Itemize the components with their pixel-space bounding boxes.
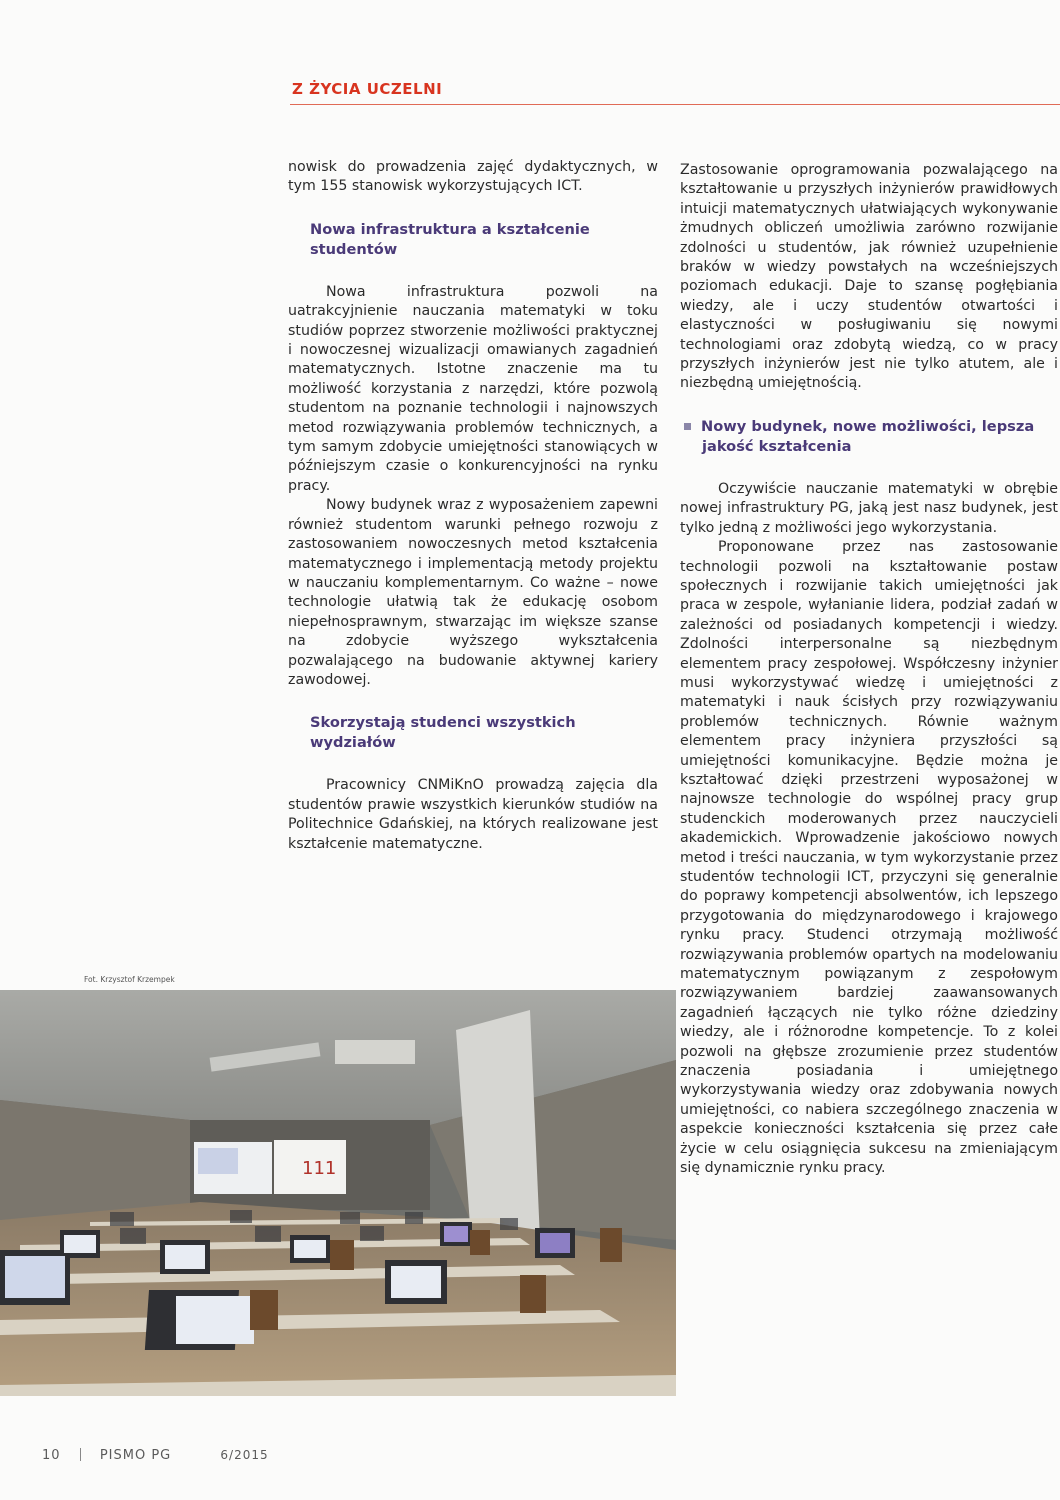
subheading: Skorzystają studenci wszystkich wydziałów <box>310 714 576 752</box>
paragraph: Proponowane przez nas zastosowanie technologii pozwoli na kształtowanie postaw społecznych i rozwijanie takich umiejętności jak praca w zespole, wyłanianie lidera, podział zadań w zależności od posiadanych kompetencji i wiedzy. Zdolności interpersonalne są niezbędnym elementem pracy zespołowej. Współczesny inżynier musi wykorzystywać wiedzę i umiejętności z matematyki i nauk ścisłych przy rozwiązywaniu problemów technicznych. Równie ważnym elementem pracy inżyniera przyszłości są umiejętności komunikacyjne. Będzie można je kształtować dzięki przestrzeni wyposażonej w najnowsze technologie do wspólnej pracy grup studenckich moderowanych przez nauczycieli akademickich. Wprowadzenie jakościowo nowych metod i treści nauczania, w tym wykorzystanie przez studentów technologii ICT, przyczyni się generalnie do poprawy kompetencji absolwentów, ich lepszego przygotowania do międzynarodowego i krajowego rynku pracy. Studenci otrzymają możliwość rozwiązywania problemów opartych na modelowaniu matematycznym powiązanym z zespołowym rozwiązywaniem bardziej zaawansowanych zagadnień łączących nie tylko różne dziedziny wiedzy, ale i różnorodne kompetencje. To z kolei pozwoli na głębsze zrozumienie przez studentów znaczenia posiadania i umiejętnego wykorzystywania wiedzy oraz zdobywania nowych umiejętności, co nabiera szczególnego znaczenia w aspekcie konieczności kształcenia się przez całe życie w celu osiągnięcia sukcesu na zmieniającym się dynamicznie rynku pracy. <box>680 539 1058 1177</box>
right-column <box>680 161 1058 1179</box>
subheading-text: Nowy budynek, nowe możliwości, lepsza jakość kształcenia <box>701 417 1035 455</box>
footer-divider <box>80 1448 81 1461</box>
computer-lab-photo <box>0 990 676 1396</box>
paragraph: Zastosowanie oprogramowania pozwalającego na kształtowanie u przyszłych inżynierów prawidłowych intuicji matematycznych ułatwiających wykonywanie żmudnych obliczeń umożliwia zarówno rozwijanie zdolności u studentów, jak również uzupełnienie braków w wiedzy powstałych na wcześniejszych poziomach edukacji. Daje to szansę pogłębiania wiedzy, ale i uczy studentów otwartości i elastyczności w posługiwaniu się nowymi technologiami oraz zdobytą wiedzą, co w pracy przyszłych inżynierów jest nie tylko atutem, ale i niezbędną umiejętnością. <box>680 162 1058 392</box>
page-footer <box>42 1448 269 1463</box>
subheading: Nowa infrastruktura a kształcenie studentów <box>310 220 590 258</box>
screen-logo: 111 <box>302 1158 337 1179</box>
paragraph: nowisk do prowadzenia zajęć dydaktycznych, w tym 155 stanowisk wykorzystujących ICT. <box>288 159 658 195</box>
issue-number: 6/2015 <box>220 1448 269 1462</box>
section-rule <box>290 104 1060 105</box>
page-number: 10 <box>42 1448 61 1463</box>
paragraph: Pracownicy CNMiKnO prowadzą zajęcia dla studentów prawie wszystkich kierunków studiów na Politechnice Gdańskiej, na których realizowane jest kształcenie matematyczne. <box>288 777 658 852</box>
photo-credit: Fot. Krzysztof Krzempek <box>84 975 175 984</box>
paragraph: Nowa infrastruktura pozwoli na uatrakcyjnienie nauczania matematyki w toku studiów poprzez stworzenie możliwości praktycznej i nowoczesnej wizualizacji omawianych zagadnień matematycznych. Istotne znaczenie ma tu możliwość korzystania z narzędzi, które pozwolą studentom na poznanie technologii i najnowszych metod rozwiązywania problemów technicznych, a tym samym zdobycie umiejętności stanowiących w późniejszym czasie o konkurencyjności na rynku pracy. <box>288 283 658 494</box>
middle-column <box>288 158 658 854</box>
magazine-name: PISMO PG <box>99 1448 172 1463</box>
paragraph: Oczywiście nauczanie matematyki w obrębie nowej infrastruktury PG, jaką jest nasz budynek, jest tylko jedną z możliwości jego wykorzystania. <box>680 480 1058 536</box>
section-title: Z ŻYCIA UCZELNI <box>292 80 443 98</box>
paragraph: Nowy budynek wraz z wyposażeniem zapewni również studentom warunki pełnego rozwoju z zastosowaniem nowoczesnych metod kształcenia matematycznego i implementacją metody projektu w nauczaniu komplementarnym. Co ważne – nowe technologie ułatwią tak że edukację osobom niepełnosprawnym, stwarzając im większe szanse na zdobycie wyższego wykształcenia pozwalającego na budowanie aktywnej kariery zawodowej. <box>288 497 658 688</box>
bullet-marker <box>684 423 691 430</box>
subheading <box>680 417 1058 457</box>
